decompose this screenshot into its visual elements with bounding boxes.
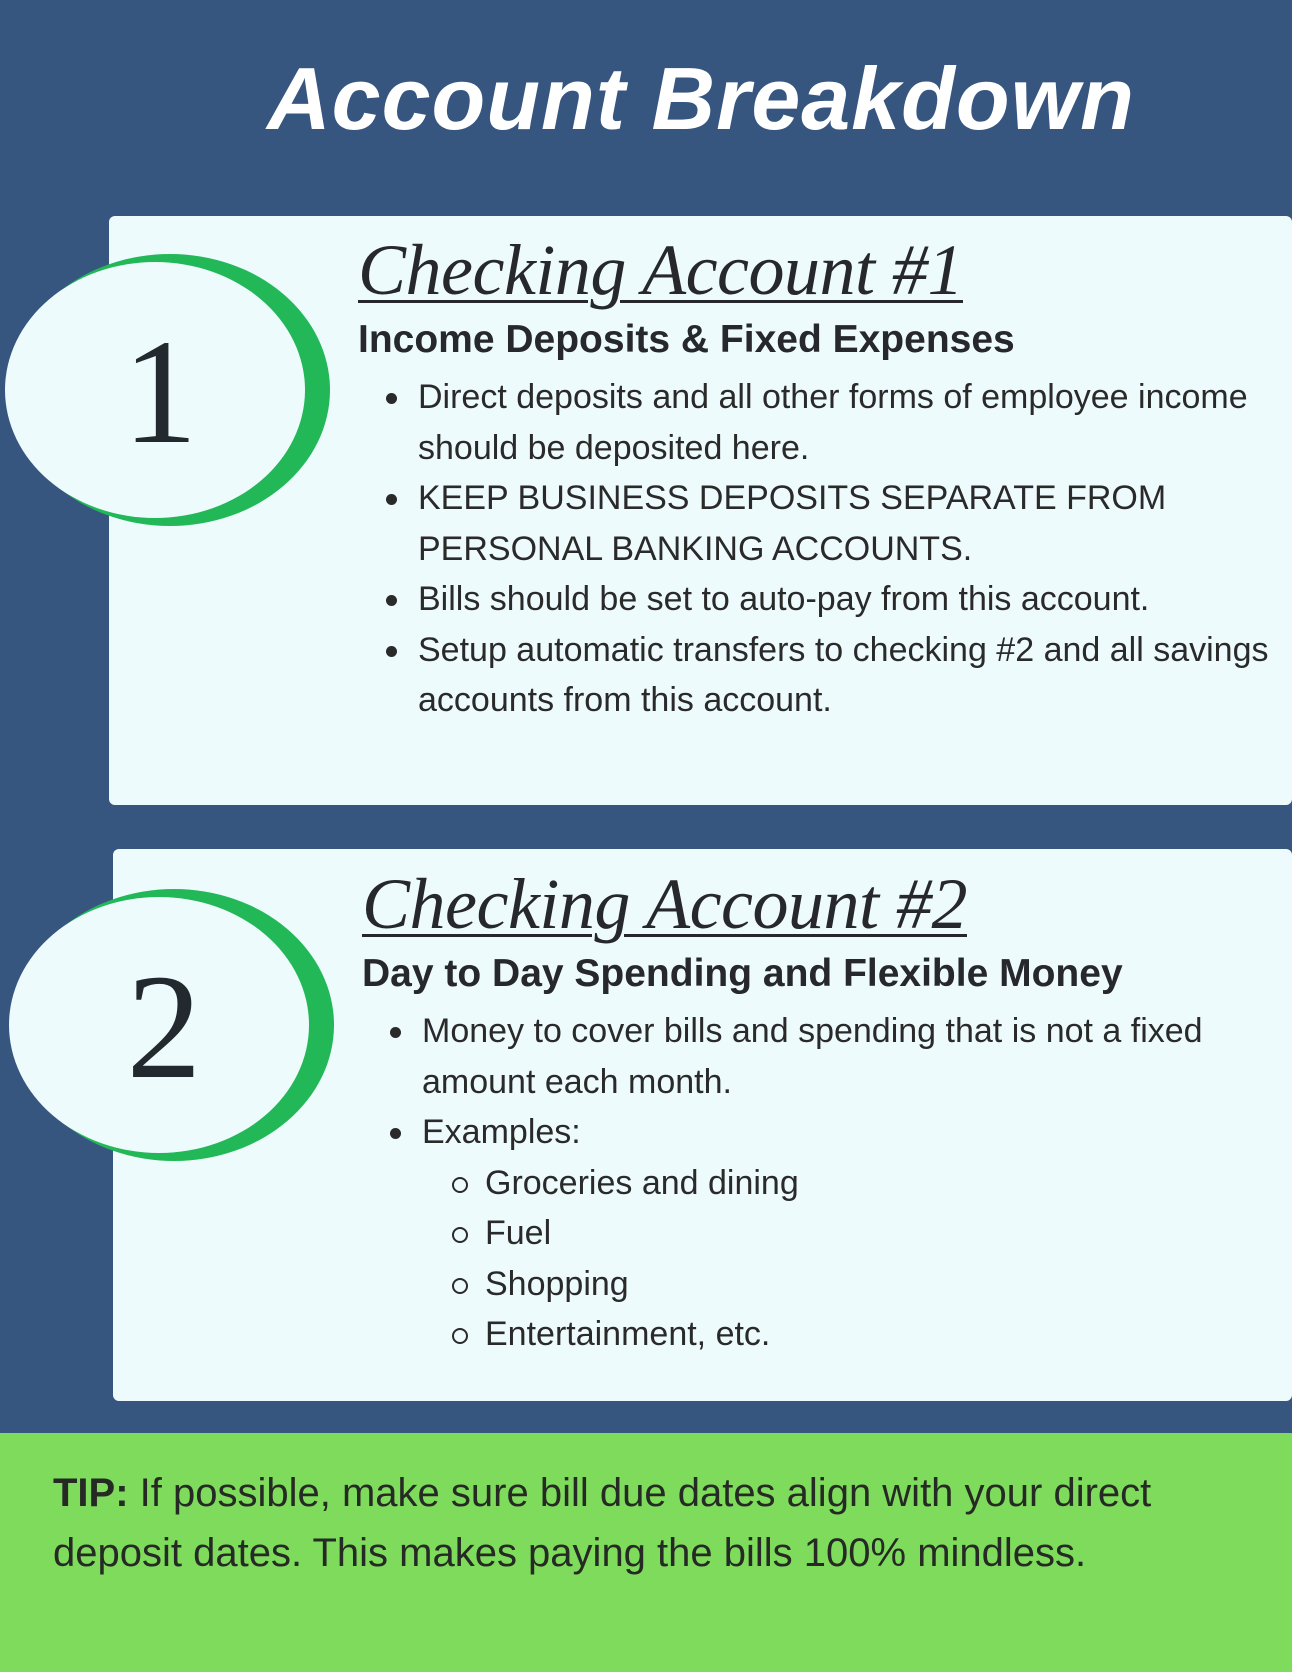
account-title: Checking Account #1 bbox=[358, 230, 963, 310]
example-item: Fuel bbox=[452, 1208, 1288, 1259]
account-details-2 bbox=[362, 862, 1288, 1360]
examples-list bbox=[422, 1158, 1288, 1360]
tip-text: If possible, make sure bill due dates align with your direct deposit dates. This makes paying the bills 100% mindless. bbox=[53, 1471, 1152, 1575]
example-item: Shopping bbox=[452, 1259, 1288, 1310]
account-subheading: Day to Day Spending and Flexible Money bbox=[362, 952, 1123, 995]
bullet-item: Direct deposits and all other forms of employee income should be deposited here. bbox=[386, 372, 1288, 473]
example-item: Entertainment, etc. bbox=[452, 1309, 1288, 1360]
bullet-item: Setup automatic transfers to checking #2 and all savings accounts from this account. bbox=[386, 625, 1288, 726]
examples-label: Examples: bbox=[422, 1113, 581, 1151]
tip-banner bbox=[0, 1433, 1292, 1672]
bullet-list bbox=[358, 372, 1288, 726]
account-number-badge-1 bbox=[0, 245, 330, 535]
bullet-item-examples bbox=[390, 1107, 1288, 1360]
bullet-item: Bills should be set to auto-pay from this account. bbox=[386, 574, 1288, 625]
account-number-badge-2 bbox=[4, 880, 334, 1170]
account-number: 2 bbox=[126, 944, 202, 1110]
bullet-item: Money to cover bills and spending that is not a fixed amount each month. bbox=[390, 1006, 1288, 1107]
bullet-list bbox=[362, 1006, 1288, 1360]
account-details-1 bbox=[358, 228, 1288, 726]
account-number: 1 bbox=[122, 309, 198, 475]
tip-label: TIP: bbox=[53, 1471, 129, 1515]
account-title: Checking Account #2 bbox=[362, 864, 967, 944]
account-subheading: Income Deposits & Fixed Expenses bbox=[358, 318, 1015, 361]
example-item: Groceries and dining bbox=[452, 1158, 1288, 1209]
bullet-item: KEEP BUSINESS DEPOSITS SEPARATE FROM PERSONAL BANKING ACCOUNTS. bbox=[386, 473, 1288, 574]
page-title: Account Breakdown bbox=[267, 49, 1135, 148]
